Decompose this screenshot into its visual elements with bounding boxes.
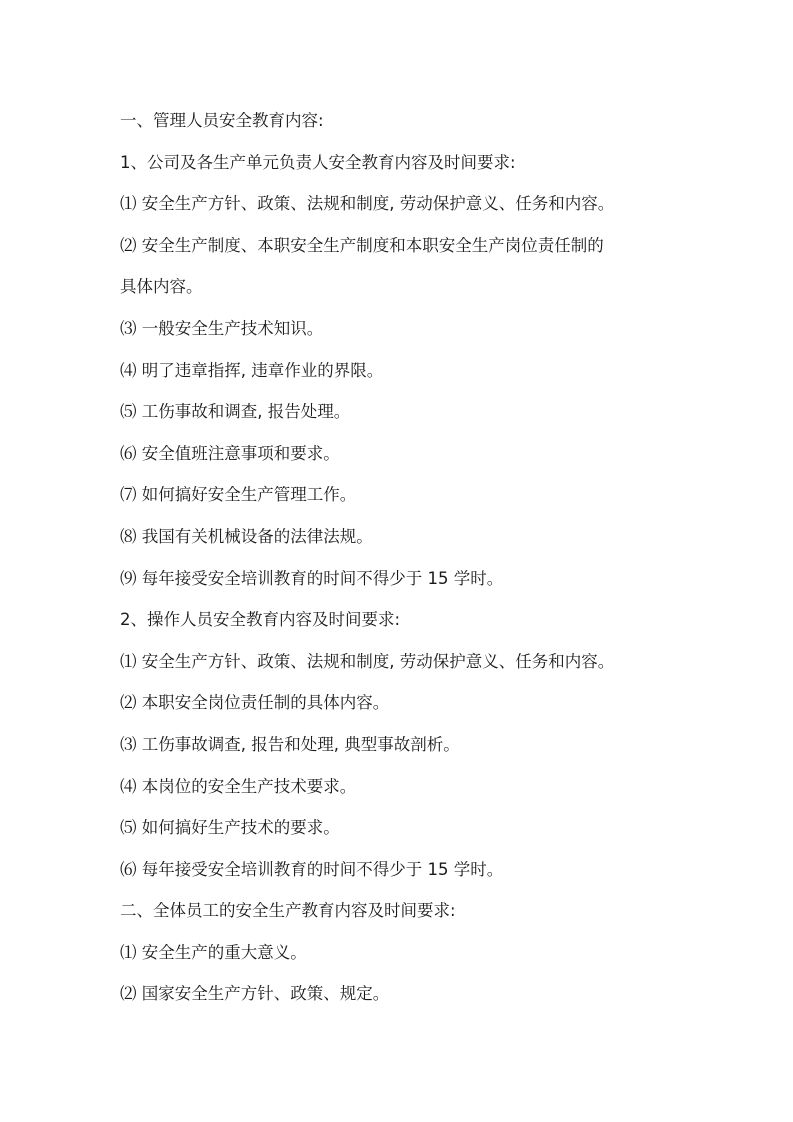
list-item: ⑴ 安全生产方针、政策、法规和制度, 劳动保护意义、任务和内容。 xyxy=(120,194,615,214)
document-body xyxy=(120,100,700,1015)
list-item: ⑷ 明了违章指挥, 违章作业的界限。 xyxy=(120,360,384,380)
section-heading-2: 二、全体员工的安全生产教育内容及时间要求: xyxy=(120,901,456,921)
list-item: ⑸ 如何搞好生产技术的要求。 xyxy=(120,818,340,838)
list-item: ⑶ 一般安全生产技术知识。 xyxy=(120,318,324,338)
list-item: ⑵ 安全生产制度、本职安全生产制度和本职安全生产岗位责任制的 xyxy=(120,235,604,255)
list-item: ⑸ 工伤事故和调查, 报告处理。 xyxy=(120,402,351,422)
list-item: ⑴ 安全生产方针、政策、法规和制度, 劳动保护意义、任务和内容。 xyxy=(120,651,615,671)
list-item-continuation: 具体内容。 xyxy=(120,277,203,297)
list-item: ⑼ 每年接受安全培训教育的时间不得少于 15 学时。 xyxy=(120,568,504,588)
section-heading-1: 一、管理人员安全教育内容: xyxy=(120,111,324,130)
list-item: ⑹ 安全值班注意事项和要求。 xyxy=(120,443,340,463)
list-item: ⑴ 安全生产的重大意义。 xyxy=(120,942,307,962)
list-item: ⑷ 本岗位的安全生产技术要求。 xyxy=(120,776,357,796)
list-item: ⑵ 本职安全岗位责任制的具体内容。 xyxy=(120,693,390,713)
subsection-heading-2: 2、操作人员安全教育内容及时间要求: xyxy=(120,610,401,630)
list-item: ⑶ 工伤事故调查, 报告和处理, 典型事故剖析。 xyxy=(120,734,460,754)
list-item: ⑻ 我国有关机械设备的法律法规。 xyxy=(120,526,373,546)
subsection-heading-1: 1、公司及各生产单元负责人安全教育内容及时间要求: xyxy=(120,152,516,172)
list-item: ⑹ 每年接受安全培训教育的时间不得少于 15 学时。 xyxy=(120,859,504,879)
list-item: ⑵ 国家安全生产方针、政策、规定。 xyxy=(120,984,390,1004)
list-item: ⑺ 如何搞好安全生产管理工作。 xyxy=(120,485,357,505)
